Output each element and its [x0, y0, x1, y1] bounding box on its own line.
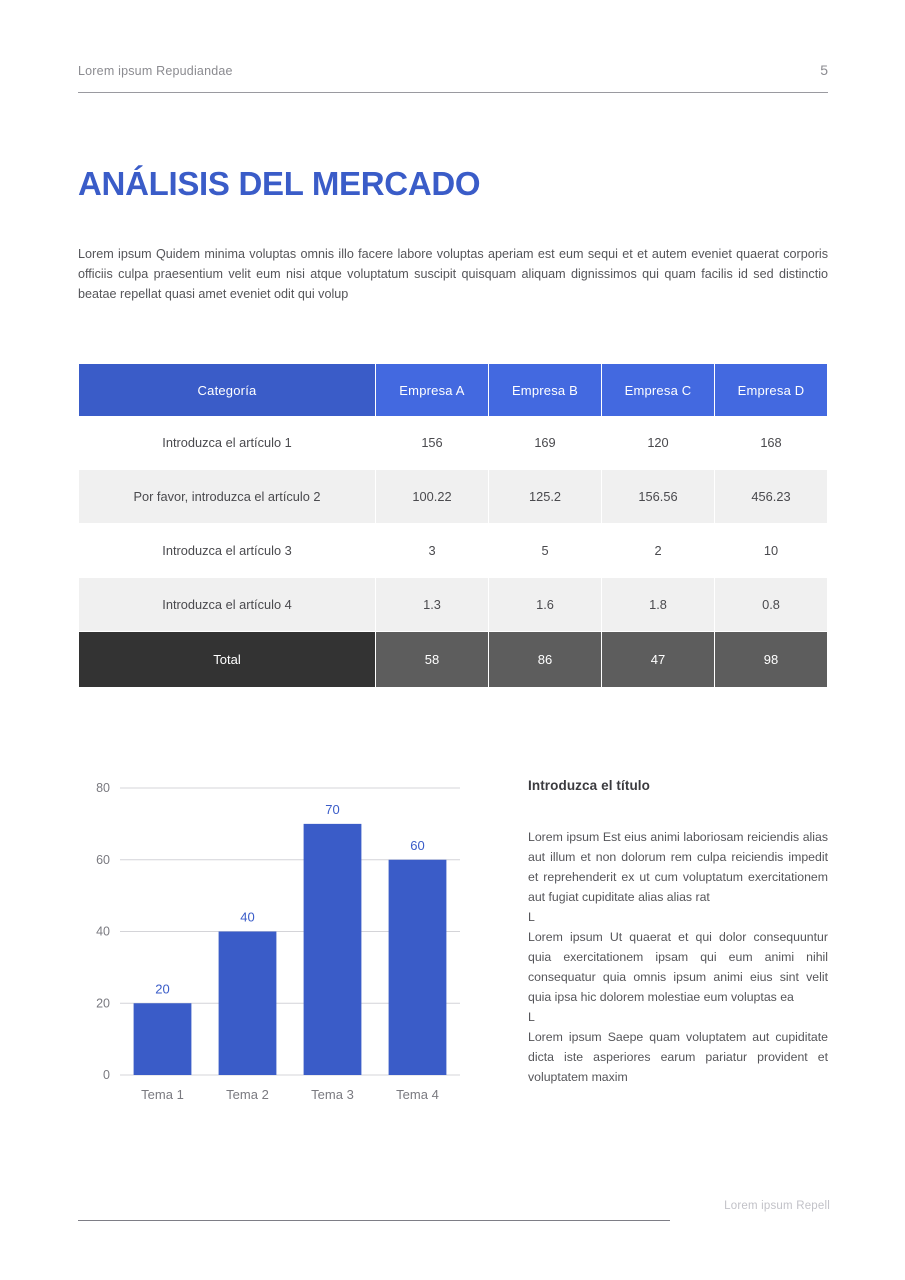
cell-value: 168: [715, 416, 827, 470]
cell-value: 1.6: [489, 578, 601, 632]
cell-value: 3: [376, 524, 488, 578]
page-title: ANÁLISIS DEL MERCADO: [78, 165, 481, 202]
cell-value: 10: [715, 524, 827, 578]
row-label: Introduzca el artículo 4: [79, 578, 375, 632]
side-paragraph: Lorem ipsum Est eius animi laboriosam reiciendis alias aut illum et non dolorum rem culpa reiciendis impedit et reprehenderit ex ut cum voluptatum exercitationem aut fugiat cupiditate alias alias rat: [528, 830, 828, 904]
side-title: Introduzca el título: [528, 778, 650, 793]
footer-label: Lorem ipsum Repell: [724, 1200, 830, 1212]
total-value: 47: [602, 632, 714, 688]
bar-chart: [78, 770, 468, 1120]
cell-value: 169: [489, 416, 601, 470]
table-row: [79, 578, 827, 632]
y-axis-tick-label: 20: [96, 996, 110, 1011]
cell-value: 0.8: [715, 578, 827, 632]
cell-value: 1.3: [376, 578, 488, 632]
side-separator: L: [528, 1010, 535, 1024]
row-label: Introduzca el artículo 3: [79, 524, 375, 578]
cell-value: 2: [602, 524, 714, 578]
side-separator: L: [528, 910, 535, 924]
table-row: [79, 470, 827, 524]
row-label: Por favor, introduzca el artículo 2: [79, 470, 375, 524]
bar: [219, 932, 277, 1076]
cell-value: 156.56: [602, 470, 714, 524]
y-axis-tick-label: 0: [103, 1068, 110, 1082]
total-label: Total: [79, 632, 375, 688]
page-number: 5: [820, 62, 828, 78]
bar-value-label: 60: [410, 837, 425, 853]
page-header: [78, 62, 828, 78]
x-axis-tick-label: Tema 2: [226, 1087, 269, 1102]
x-axis-tick-label: Tema 3: [311, 1087, 354, 1102]
cell-value: 156: [376, 416, 488, 470]
cell-value: 100.22: [376, 470, 488, 524]
x-axis-tick-label: Tema 4: [396, 1087, 439, 1102]
y-axis-tick-label: 60: [96, 852, 110, 867]
footer-divider: [78, 1220, 670, 1221]
table-total-row: [79, 632, 827, 688]
cell-value: 1.8: [602, 578, 714, 632]
table-header-empresa-b: Empresa B: [489, 364, 601, 416]
side-paragraph: Lorem ipsum Saepe quam voluptatem aut cupiditate dicta iste asperiores earum pariatur provident et voluptatem maxim: [528, 1030, 828, 1084]
row-label: Introduzca el artículo 1: [79, 416, 375, 470]
table-header-empresa-c: Empresa C: [602, 364, 714, 416]
bar-chart-canvas: [78, 770, 468, 1120]
x-axis-tick-label: Tema 1: [141, 1087, 184, 1102]
cell-value: 120: [602, 416, 714, 470]
comparison-table: [78, 364, 828, 688]
side-paragraph: Lorem ipsum Ut quaerat et qui dolor consequuntur quia exercitationem ipsam qui eum animi nihil consequatur quia omnis ipsum animi eius sint velit quia ipsa hic dolorem molestiae eum voluptas ea: [528, 930, 828, 1004]
intro-paragraph: Lorem ipsum Quidem minima voluptas omnis illo facere labore voluptas aperiam est eum sequi et et autem eveniet quaerat corporis officiis culpa praesentium velit eum nisi atque voluptatum suscipit quisquam aliquam dignissimos qui quam facilis id sed distinctio beatae repellat quasi amet eveniet odit qui volup: [78, 247, 828, 301]
bar: [134, 1003, 192, 1075]
bar-value-label: 20: [155, 981, 170, 997]
table-header-empresa-d: Empresa D: [715, 364, 827, 416]
bar: [389, 860, 447, 1075]
table-header-empresa-a: Empresa A: [376, 364, 488, 416]
table-header-category: Categoría: [79, 364, 375, 416]
header-label: Lorem ipsum Repudiandae: [78, 64, 233, 78]
total-value: 86: [489, 632, 601, 688]
total-value: 98: [715, 632, 827, 688]
table-row: [79, 416, 827, 470]
table-header-row: [79, 364, 827, 416]
table-row: [79, 524, 827, 578]
bar-value-label: 40: [240, 909, 255, 925]
side-text-block: [528, 778, 828, 1087]
bar-value-label: 70: [325, 801, 340, 817]
y-axis-tick-label: 40: [96, 924, 110, 939]
bar: [304, 824, 362, 1075]
total-value: 58: [376, 632, 488, 688]
cell-value: 456.23: [715, 470, 827, 524]
cell-value: 125.2: [489, 470, 601, 524]
header-divider: [78, 92, 828, 93]
y-axis-tick-label: 80: [96, 781, 110, 795]
cell-value: 5: [489, 524, 601, 578]
